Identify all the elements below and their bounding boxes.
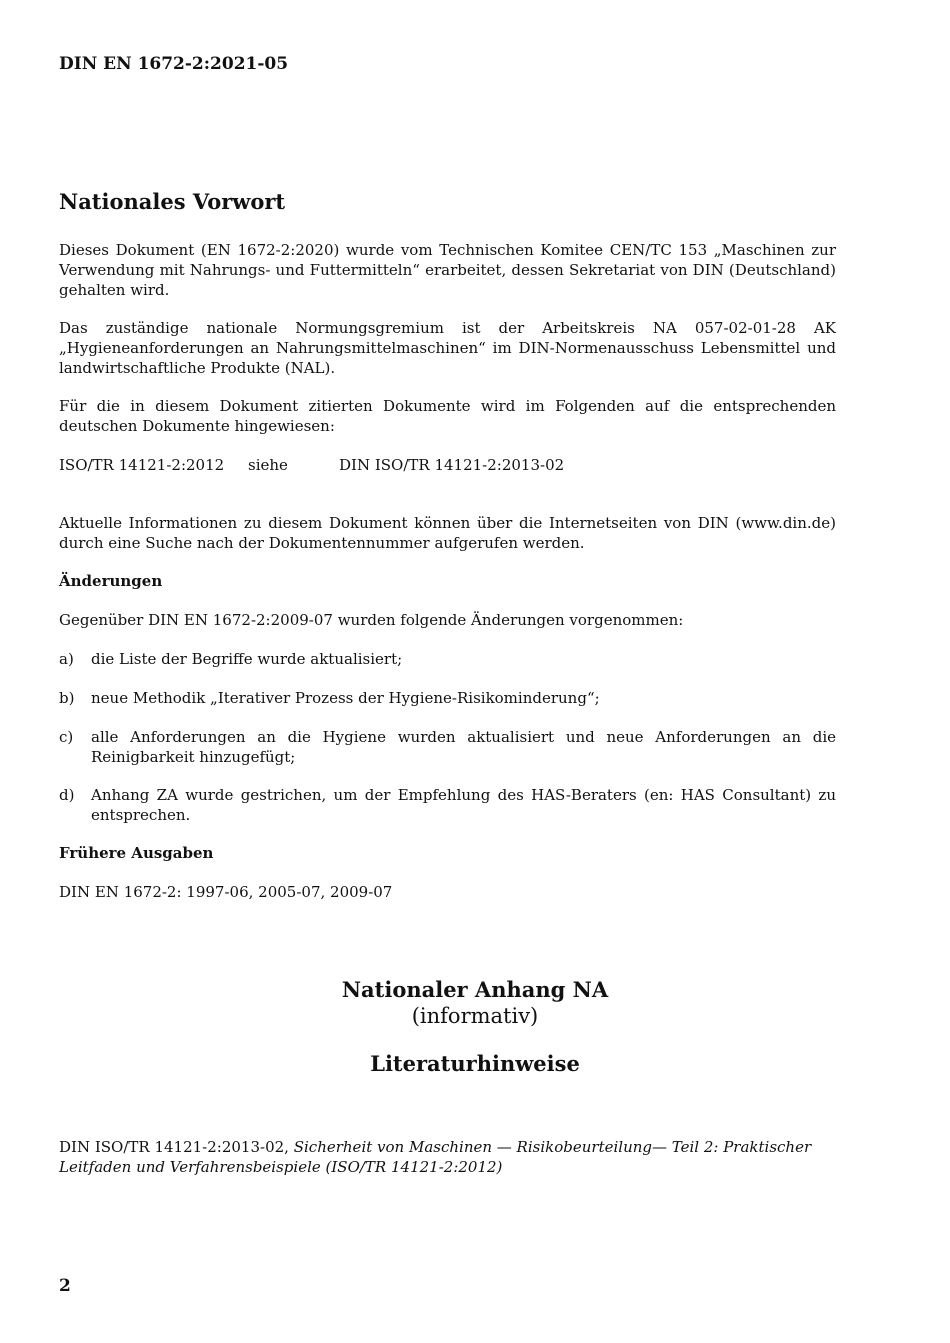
previous-editions-heading: Frühere Ausgaben	[59, 844, 214, 862]
reference-source: ISO/TR 14121-2:2012	[59, 456, 225, 474]
reference-relation: siehe	[248, 456, 288, 474]
annex-subtitle: (informativ)	[411, 1004, 539, 1028]
list-marker: d)	[59, 786, 75, 804]
bibliography-ref-id: DIN ISO/TR 14121-2:2013-02,	[59, 1138, 294, 1156]
literature-title: Literaturhinweise	[370, 1051, 580, 1076]
list-marker: a)	[59, 650, 74, 668]
changes-list-item	[59, 649, 836, 669]
bibliography-entry	[59, 1137, 836, 1177]
reference-target: DIN ISO/TR 14121-2:2013-02	[339, 456, 565, 474]
list-item-text: Anhang ZA wurde gestrichen, um der Empfehlung des HAS-Beraters (en: HAS Consultant) zu entsprechen.	[91, 786, 836, 824]
vorwort-title: Nationales Vorwort	[59, 189, 286, 214]
vorwort-paragraph-4: Aktuelle Informationen zu diesem Dokument können über die Internetseiten von DIN (www.din.de) durch eine Suche nach der Dokumentennummer aufgerufen werden.	[59, 514, 836, 552]
vorwort-paragraph-3: Für die in diesem Dokument zitierten Dokumente wird im Folgenden auf die entsprechenden deutschen Dokumente hingewiesen:	[59, 397, 836, 435]
list-marker: c)	[59, 728, 74, 746]
annex-title: Nationaler Anhang NA	[341, 977, 609, 1002]
vorwort-paragraph-1: Dieses Dokument (EN 1672-2:2020) wurde vom Technischen Komitee CEN/TC 153 „Maschinen zur Verwendung mit Nahrungs- und Futtermitteln“ erarbeitet, dessen Sekretariat von DIN (Deutschland) gehalten wird.	[59, 241, 836, 299]
changes-intro: Gegenüber DIN EN 1672-2:2009-07 wurden folgende Änderungen vorgenommen:	[59, 611, 684, 629]
list-item-text: die Liste der Begriffe wurde aktualisiert;	[91, 650, 403, 668]
bibliography-ref-title: Sicherheit von Maschinen — Risikobeurteilung— Teil 2: Praktischer Leitfaden und Verfahrensbeispiele (ISO/TR 14121-2:2012)	[59, 1138, 812, 1176]
page-number: 2	[59, 1276, 71, 1296]
list-marker: b)	[59, 689, 75, 707]
previous-editions-text: DIN EN 1672-2: 1997-06, 2005-07, 2009-07	[59, 883, 393, 901]
list-item-text: alle Anforderungen an die Hygiene wurden aktualisiert und neue Anforderungen an die Reinigbarkeit hinzugefügt;	[91, 728, 836, 766]
document-header-id: DIN EN 1672-2:2021-05	[59, 54, 289, 74]
list-item-text: neue Methodik „Iterativer Prozess der Hygiene-Risikominderung“;	[91, 689, 600, 707]
changes-list-item	[59, 785, 836, 825]
changes-list-item	[59, 688, 836, 708]
vorwort-paragraph-2: Das zuständige nationale Normungsgremium ist der Arbeitskreis NA 057-02-01-28 AK „Hygieneanforderungen an Nahrungsmittelmaschinen“ im DIN-Normenausschuss Lebensmittel und landwirtschaftliche Produkte (NAL).	[59, 319, 836, 377]
changes-list-item	[59, 727, 836, 767]
changes-heading: Änderungen	[59, 572, 163, 590]
reference-row	[59, 455, 836, 475]
